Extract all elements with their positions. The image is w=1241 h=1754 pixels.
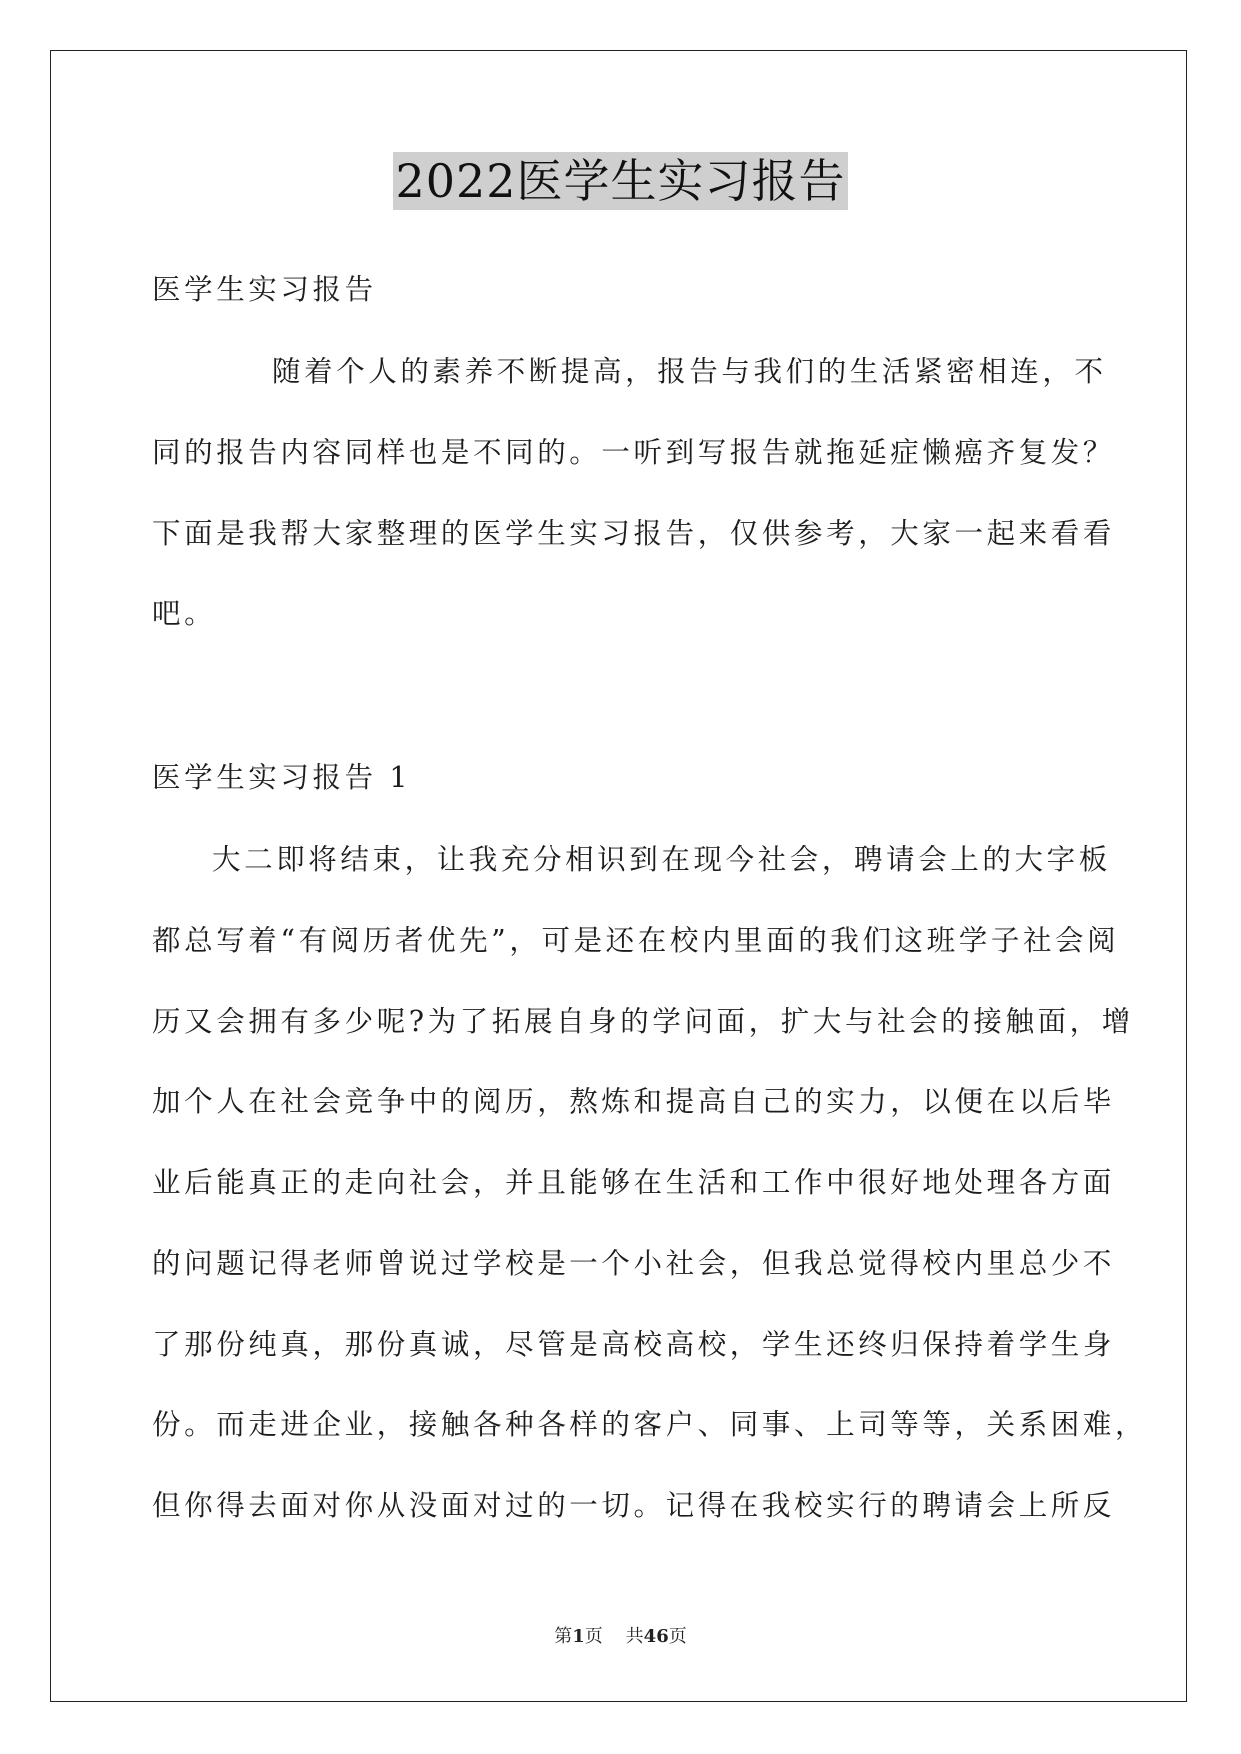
page-number: 1 xyxy=(572,1626,585,1647)
paragraph-line: 都总写着“有阅历者优先”，可是还在校内里面的我们这班学子社会阅 xyxy=(152,924,1120,957)
paragraph-line: 大二即将结束，让我充分相识到在现今社会，聘请会上的大字板 xyxy=(212,843,1111,876)
paragraph-line: 吧。 xyxy=(152,597,217,630)
footer-prefix: 第 xyxy=(554,1626,573,1647)
paragraph-line: 下面是我帮大家整理的医学生实习报告，仅供参考，大家一起来看看 xyxy=(152,517,1116,550)
paragraph-line: 同的报告内容同样也是不同的。一听到写报告就拖延症懒癌齐复发？ xyxy=(152,436,1116,469)
paragraph-line: 业后能真正的走向社会，并且能够在生活和工作中很好地处理各方面 xyxy=(152,1166,1116,1199)
document-title: 2022医学生实习报告 xyxy=(395,154,846,208)
footer-total-prefix: 共 xyxy=(625,1626,644,1647)
footer-page-suffix: 页 xyxy=(584,1626,603,1647)
paragraph-line: 的问题记得老师曾说过学校是一个小社会，但我总觉得校内里总少不 xyxy=(152,1247,1116,1280)
page-footer xyxy=(0,1622,1241,1648)
paragraph-line: 历又会拥有多少呢?为了拓展自身的学问面，扩大与社会的接触面，增 xyxy=(152,1005,1134,1038)
total-pages: 46 xyxy=(643,1626,669,1647)
section-heading: 医学生实习报告 1 xyxy=(152,761,412,794)
paragraph-line: 份。而走进企业，接触各种各样的客户、同事、上司等等，关系困难， xyxy=(152,1408,1148,1441)
footer-total-suffix: 页 xyxy=(668,1626,687,1647)
paragraph-line: 但你得去面对你从没面对过的一切。记得在我校实行的聘请会上所反 xyxy=(152,1489,1116,1522)
paragraph-line: 加个人在社会竞争中的阅历，熬炼和提高自己的实力，以便在以后毕 xyxy=(152,1085,1116,1118)
title-wrap xyxy=(0,152,1241,210)
paragraph-line: 了那份纯真，那份真诚，尽管是高校高校，学生还终归保持着学生身 xyxy=(152,1328,1116,1361)
section-heading: 医学生实习报告 xyxy=(152,273,377,306)
paragraph-line: 随着个人的素养不断提高，报告与我们的生活紧密相连，不 xyxy=(272,355,1107,388)
